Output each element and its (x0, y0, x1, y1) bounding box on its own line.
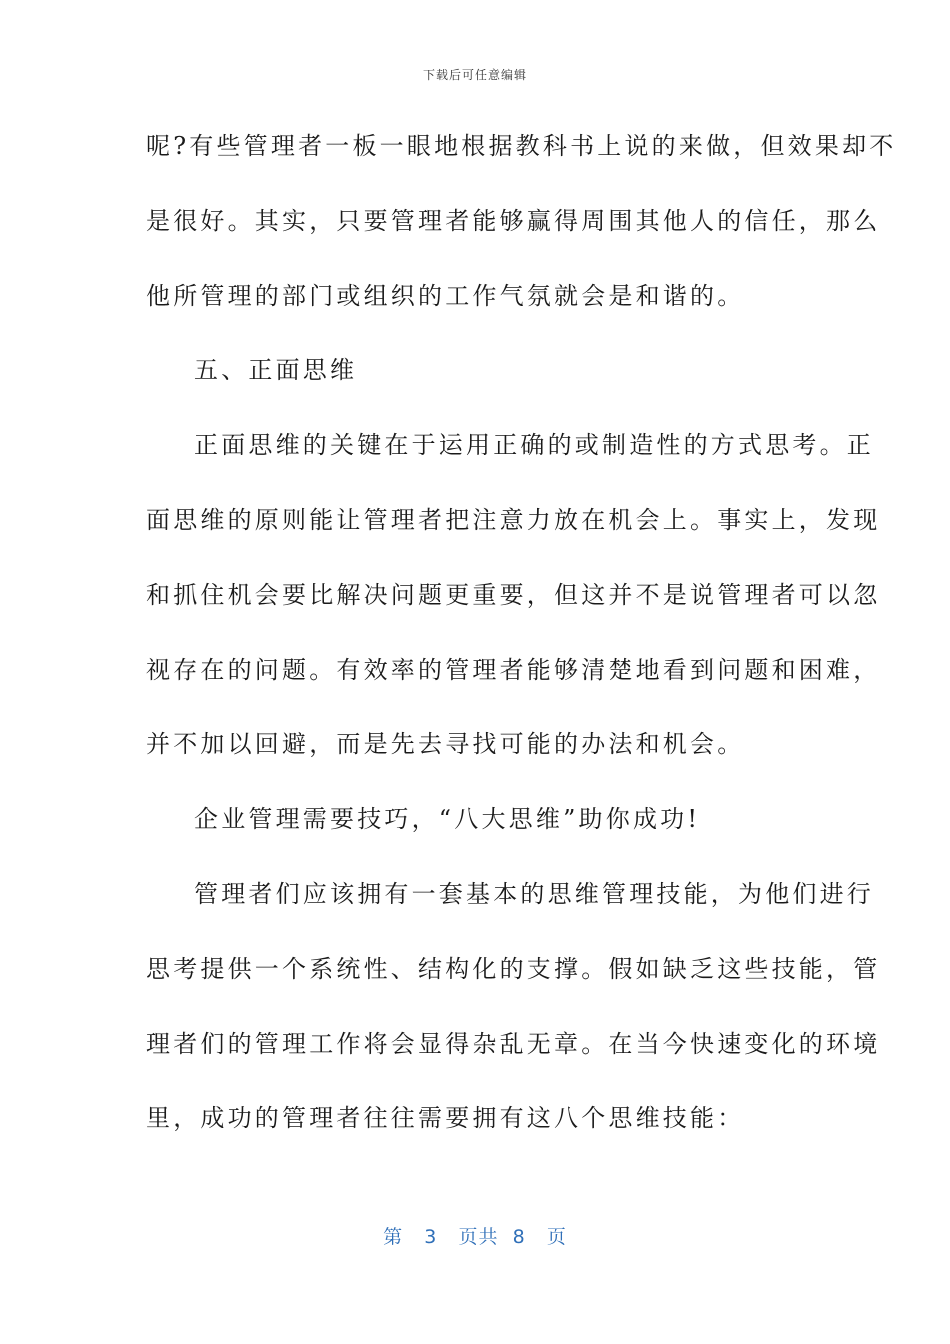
paragraph-line: 里，成功的管理者往往需要拥有这八个思维技能： (146, 1104, 745, 1133)
page-label-suffix: 页 (546, 1226, 567, 1248)
section-heading: 五、正面思维 (194, 356, 358, 385)
paragraph-line: 思考提供一个系统性、结构化的支撑。假如缺乏这些技能，管 (146, 954, 881, 983)
subheading-line: 企业管理需要技巧，“八大思维”助你成功! (194, 805, 701, 834)
paragraph-line: 是很好。其实，只要管理者能够赢得周围其他人的信任，那么 (146, 206, 881, 235)
paragraph-line: 正面思维的关键在于运用正确的或制造性的方式思考。正 (194, 431, 874, 460)
paragraph-line: 并不加以回避，而是先去寻找可能的办法和机会。 (146, 730, 745, 759)
paragraph-line: 管理者们应该拥有一套基本的思维管理技能，为他们进行 (194, 879, 874, 908)
paragraph-line: 他所管理的部门或组织的工作气氛就会是和谐的。 (146, 281, 745, 310)
page-label-prefix: 第 (383, 1226, 404, 1248)
paragraph-line: 和抓住机会要比解决问题更重要，但这并不是说管理者可以忽 (146, 580, 881, 609)
page-label-middle: 页共 (458, 1226, 499, 1248)
current-page-number: 3 (424, 1226, 438, 1248)
paragraph-line: 面思维的原则能让管理者把注意力放在机会上。事实上，发现 (146, 505, 881, 534)
paragraph-line: 理者们的管理工作将会显得杂乱无章。在当今快速变化的环境 (146, 1029, 881, 1058)
paragraph-line: 呢?有些管理者一板一眼地根据教科书上说的来做，但效果却不 (146, 132, 897, 160)
total-pages-number: 8 (512, 1226, 526, 1248)
document-body (146, 118, 897, 1165)
page-header: 下载后可任意编辑 (422, 68, 527, 82)
page-footer (0, 1222, 950, 1249)
paragraph-line: 视存在的问题。有效率的管理者能够清楚地看到问题和困难， (146, 655, 881, 684)
